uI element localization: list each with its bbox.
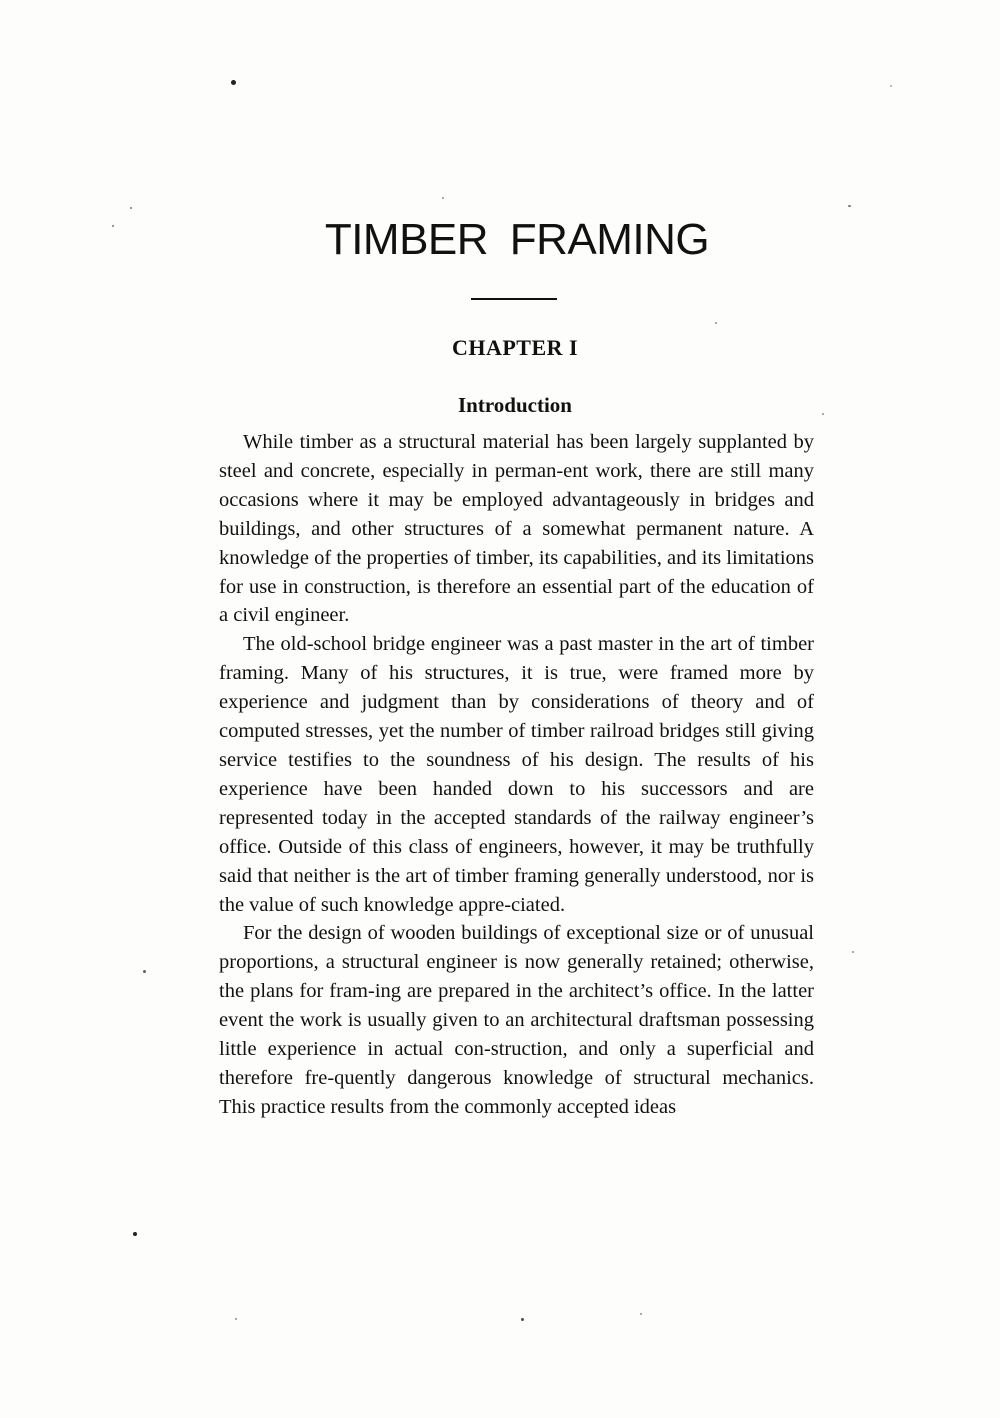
scan-speck <box>890 85 892 87</box>
section-heading: Introduction <box>458 393 572 417</box>
scan-speck <box>521 1318 524 1321</box>
scan-speck <box>143 970 146 973</box>
scan-speck <box>848 205 851 207</box>
paragraph-1: While timber as a structural material has been largely supplanted by steel and concrete, especially in perman-ent work, there are still many occasions where it may be employed advantageously in bridges and buildings, and other structures of a somewhat permanent nature. A knowledge of the properties of timber, its capabilities, and its limitations for use in construction, is therefore an essential part of the education of a civil engineer. <box>219 431 814 627</box>
scan-speck <box>442 197 444 199</box>
scan-speck <box>640 1313 642 1315</box>
chapter-heading: CHAPTER I <box>451 335 579 360</box>
paragraph-2: The old-school bridge engineer was a past master in the art of timber framing. Many of his structures, it is true, were framed more by experience and judgment than by considerations of theory and of computed stresses, yet the number of timber railroad bridges still giving service testifies to the soundness of his design. The results of his experience have been handed down to his successors and are represented today in the accepted standards of the railway engineer’s office. Outside of this class of engineers, however, it may be truthfully said that neither is the art of timber framing generally understood, nor is the value of such knowledge appre-ciated. <box>219 633 814 916</box>
scan-speck <box>852 951 854 953</box>
scan-speck <box>235 1318 237 1320</box>
scan-speck <box>715 322 717 324</box>
book-title: TIMBER FRAMING <box>324 215 710 264</box>
scan-speck <box>231 80 236 85</box>
scan-speck <box>130 207 132 209</box>
title-rule <box>471 298 557 300</box>
paragraph-3: For the design of wooden buildings of exceptional size or of unusual proportions, a structural engineer is now generally retained; otherwise, the plans for fram-ing are prepared in the architect’s office. In the latter event the work is usually given to an architectural draftsman possessing little experience in actual con-struction, and only a superficial and therefore fre-quently dangerous knowledge of structural mechanics. This practice results from the commonly accepted ideas <box>219 922 814 1118</box>
body-text <box>219 428 814 1122</box>
scan-speck <box>133 1232 137 1236</box>
